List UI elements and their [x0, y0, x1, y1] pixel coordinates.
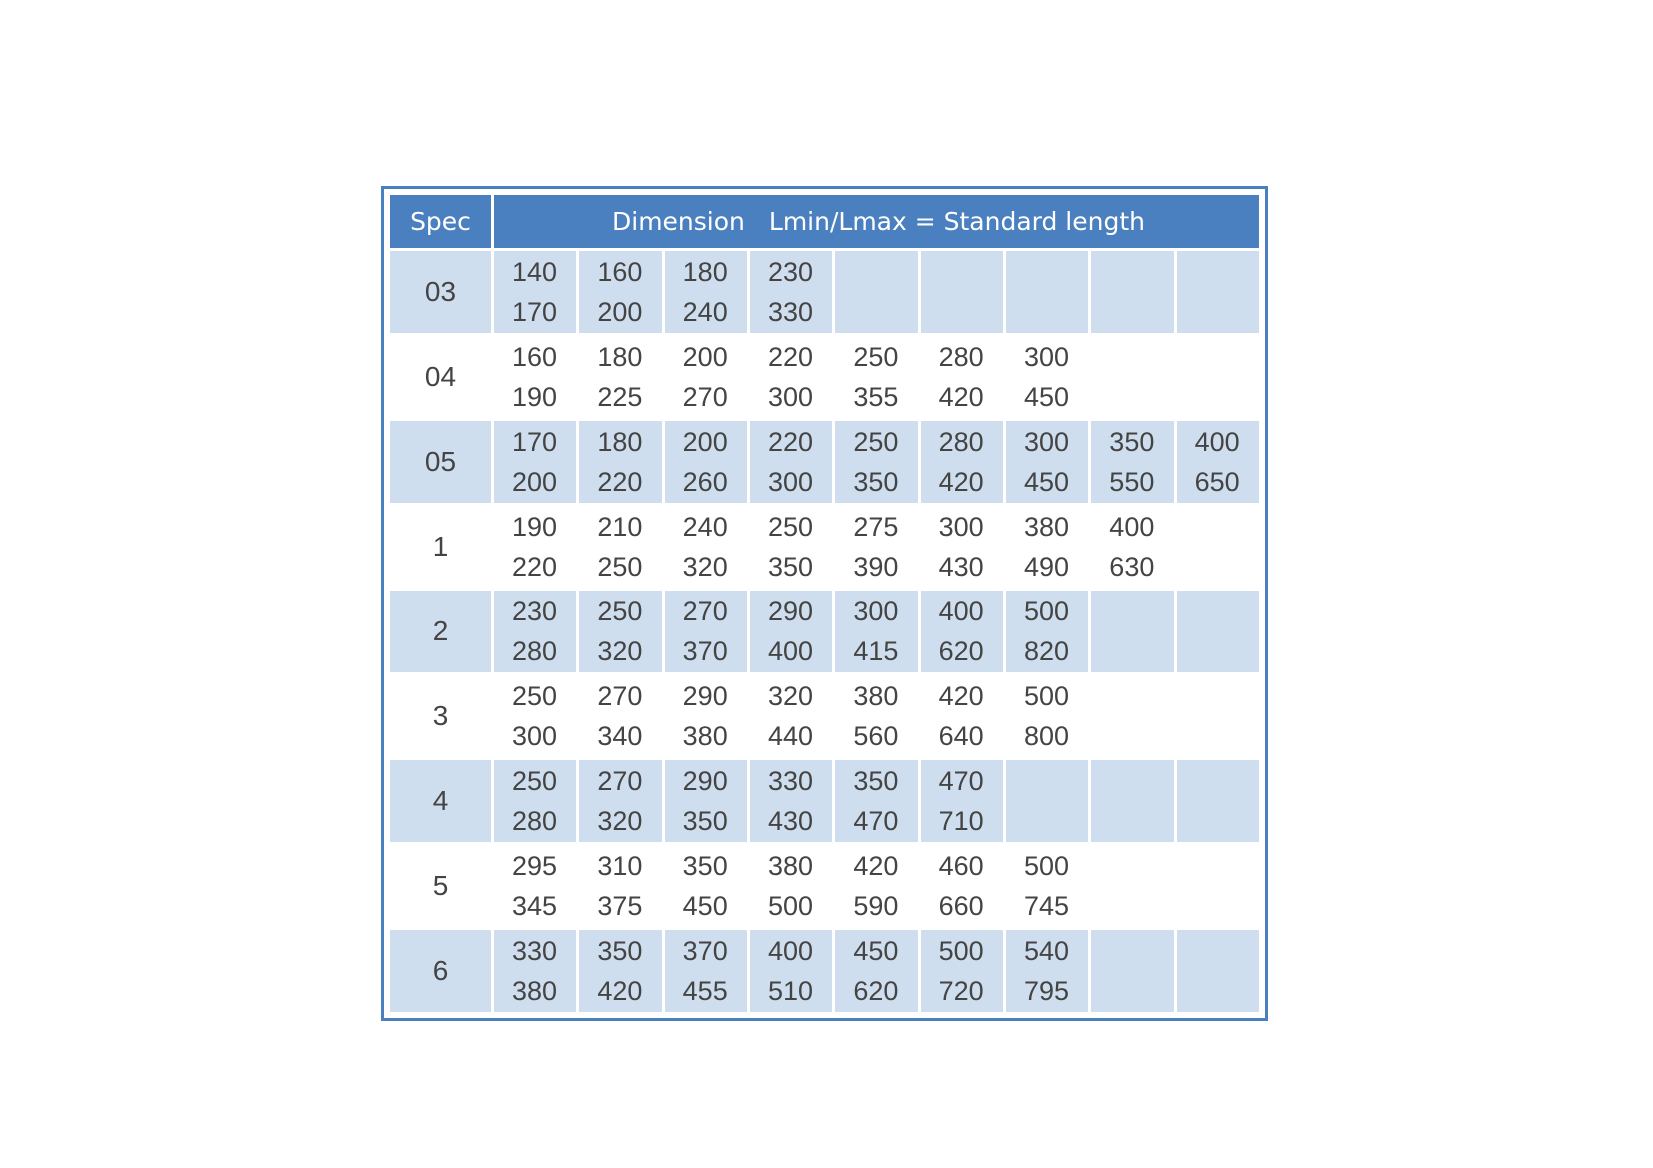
lmin-value: 450	[853, 936, 899, 966]
lmin-value: 160	[597, 256, 643, 287]
dimension-cell	[579, 845, 661, 927]
dimension-cell	[921, 251, 1003, 333]
lmin-value: 280	[938, 426, 984, 457]
lmin-value: 180	[597, 341, 643, 372]
table-row	[390, 760, 1259, 842]
dimension-cell	[1177, 760, 1259, 842]
lmax-value: 510	[767, 976, 814, 1006]
table-row	[390, 845, 1259, 927]
dimension-cell	[835, 421, 917, 503]
lmin-value: 140	[512, 256, 558, 287]
lmax-value: 225	[597, 381, 643, 412]
dimension-cell	[494, 336, 576, 418]
dimension-cell	[921, 930, 1003, 1012]
lmax-value: 550	[1109, 466, 1155, 497]
lmin-value: 400	[938, 596, 984, 627]
lmax-value: 490	[1023, 551, 1070, 582]
lmax-value: 170	[512, 296, 558, 327]
spec-cell: 3	[390, 675, 491, 757]
lmin-value: 300	[853, 596, 899, 627]
dimension-cell	[1177, 930, 1259, 1012]
table-row	[390, 675, 1259, 757]
spec-cell: 2	[390, 591, 491, 673]
lmax-value: 280	[512, 806, 558, 837]
length-formula: Lmin/Lmax = Standard length	[768, 207, 1145, 236]
dimension-cell	[750, 251, 832, 333]
lmin-value: 420	[853, 851, 899, 882]
table-row	[390, 930, 1259, 1012]
spec-cell: 5	[390, 845, 491, 927]
spec-cell: 1	[390, 506, 491, 588]
dimension-cell	[494, 591, 576, 673]
lmax-value: 250	[597, 551, 643, 582]
lmax-value: 590	[853, 891, 899, 922]
lmin-value: 470	[938, 766, 984, 797]
lmin-value: 275	[853, 511, 899, 542]
dimension-cell	[665, 506, 747, 588]
lmin-value: 350	[1109, 426, 1155, 457]
dimension-cell	[665, 845, 747, 927]
dimension-cell	[750, 930, 832, 1012]
lmax-value: 430	[938, 551, 984, 582]
lmax-value: 345	[512, 891, 558, 922]
dimension-cell	[835, 760, 917, 842]
lmax-value: 470	[853, 806, 899, 837]
dimension-cell	[1006, 421, 1088, 503]
lmin-value: 240	[682, 511, 728, 542]
lmin-value: 370	[682, 936, 728, 966]
lmax-value: 440	[767, 721, 814, 752]
lmin-value: 180	[597, 426, 643, 457]
lmin-value: 295	[512, 851, 558, 882]
dimension-cell	[1091, 675, 1173, 757]
dimension-cell	[579, 591, 661, 673]
lmax-value: 320	[597, 636, 643, 667]
dimension-cell	[579, 251, 661, 333]
dimension-cell	[494, 845, 576, 927]
lmin-value: 330	[767, 766, 814, 797]
dimension-header	[494, 195, 1259, 248]
lmin-value: 330	[512, 936, 558, 966]
lmin-value: 200	[682, 426, 728, 457]
lmin-value: 500	[1023, 596, 1070, 627]
lmax-value: 190	[512, 381, 558, 412]
dimension-cell	[921, 845, 1003, 927]
lmin-value: 300	[1023, 426, 1070, 457]
lmax-value: 350	[767, 551, 814, 582]
dimension-cell	[494, 675, 576, 757]
lmax-value: 340	[597, 721, 643, 752]
dimension-cell	[835, 591, 917, 673]
lmin-value: 230	[767, 256, 814, 287]
dimension-cell	[665, 930, 747, 1012]
dimension-cell	[1006, 251, 1088, 333]
lmax-value: 795	[1023, 976, 1070, 1006]
dimension-cell	[750, 421, 832, 503]
lmax-value: 420	[938, 381, 984, 412]
lmin-value: 400	[767, 936, 814, 966]
dimension-cell	[835, 506, 917, 588]
lmin-value: 270	[597, 681, 643, 712]
dimension-cell	[750, 675, 832, 757]
dimension-cell	[1177, 336, 1259, 418]
lmax-value: 320	[682, 551, 728, 582]
dimension-cell	[1091, 251, 1173, 333]
lmin-value: 250	[512, 681, 558, 712]
dimension-cell	[1091, 506, 1173, 588]
lmax-value: 450	[1023, 381, 1070, 412]
lmax-value: 380	[682, 721, 728, 752]
lmax-value: 620	[853, 976, 899, 1006]
lmax-value: 455	[682, 976, 728, 1006]
lmax-value: 660	[938, 891, 984, 922]
lmin-value: 190	[512, 511, 558, 542]
lmin-value: 250	[512, 766, 558, 797]
dimension-cell	[1006, 506, 1088, 588]
dimension-cell	[665, 336, 747, 418]
dimension-cell	[750, 760, 832, 842]
lmin-value: 290	[682, 681, 728, 712]
lmin-value: 350	[682, 851, 728, 882]
dimension-cell	[579, 421, 661, 503]
spec-dimension-table	[387, 192, 1262, 1015]
spec-header: Spec	[390, 195, 491, 248]
lmax-value: 650	[1194, 466, 1240, 497]
dimension-cell	[494, 930, 576, 1012]
dimension-cell	[1177, 421, 1259, 503]
lmin-value: 540	[1023, 936, 1070, 966]
lmin-value: 400	[1109, 511, 1155, 542]
lmax-value: 320	[597, 806, 643, 837]
dimension-cell	[494, 760, 576, 842]
spec-cell: 6	[390, 930, 491, 1012]
dimension-cell	[1177, 845, 1259, 927]
dimension-cell	[1091, 421, 1173, 503]
lmax-value: 450	[682, 891, 728, 922]
table-row	[390, 336, 1259, 418]
lmax-value: 300	[767, 381, 814, 412]
table-header-row	[390, 195, 1259, 248]
table-row	[390, 506, 1259, 588]
dimension-cell	[579, 336, 661, 418]
dimension-cell	[835, 336, 917, 418]
dimension-cell	[579, 675, 661, 757]
dimension-cell	[835, 251, 917, 333]
lmax-value: 220	[597, 466, 643, 497]
dimension-cell	[1006, 845, 1088, 927]
lmax-value: 330	[767, 296, 814, 327]
lmin-value: 180	[682, 256, 728, 287]
lmax-value: 620	[938, 636, 984, 667]
lmax-value: 350	[682, 806, 728, 837]
lmin-value: 220	[767, 341, 814, 372]
lmax-value: 390	[853, 551, 899, 582]
dimension-cell	[579, 760, 661, 842]
dimension-cell	[665, 421, 747, 503]
lmax-value: 370	[682, 636, 728, 667]
lmin-value: 380	[767, 851, 814, 882]
lmax-value: 720	[938, 976, 984, 1006]
lmax-value: 710	[938, 806, 984, 837]
spec-cell: 05	[390, 421, 491, 503]
lmax-value: 380	[512, 976, 558, 1006]
dimension-cell	[1091, 930, 1173, 1012]
lmin-value: 300	[938, 511, 984, 542]
lmax-value: 350	[853, 466, 899, 497]
lmin-value: 350	[597, 936, 643, 966]
dimension-cell	[1177, 251, 1259, 333]
lmin-value: 170	[512, 426, 558, 457]
table-row	[390, 251, 1259, 333]
dimension-cell	[494, 421, 576, 503]
dimension-cell	[1177, 591, 1259, 673]
dimension-cell	[665, 760, 747, 842]
lmax-value: 420	[938, 466, 984, 497]
lmax-value: 240	[682, 296, 728, 327]
dimension-cell	[1006, 760, 1088, 842]
dimension-cell	[835, 930, 917, 1012]
lmin-value: 350	[853, 766, 899, 797]
dimension-cell	[494, 251, 576, 333]
dimension-cell	[1006, 591, 1088, 673]
table-row	[390, 421, 1259, 503]
lmin-value: 250	[853, 341, 899, 372]
spec-table-frame	[381, 186, 1268, 1021]
dimension-cell	[921, 675, 1003, 757]
lmin-value: 460	[938, 851, 984, 882]
lmin-value: 270	[682, 596, 728, 627]
lmax-value: 375	[597, 891, 643, 922]
dimension-cell	[750, 845, 832, 927]
lmax-value: 820	[1023, 636, 1070, 667]
lmin-value: 270	[597, 766, 643, 797]
dimension-cell	[1091, 760, 1173, 842]
dimension-cell	[750, 506, 832, 588]
dimension-cell	[579, 506, 661, 588]
lmin-value: 160	[512, 341, 558, 372]
dimension-cell	[665, 251, 747, 333]
lmax-value: 800	[1023, 721, 1070, 752]
dimension-cell	[1006, 930, 1088, 1012]
lmin-value: 500	[938, 936, 984, 966]
dimension-cell	[921, 591, 1003, 673]
dimension-cell	[665, 591, 747, 673]
dimension-cell	[1177, 675, 1259, 757]
lmin-value: 250	[853, 426, 899, 457]
dimension-cell	[921, 421, 1003, 503]
lmin-value: 300	[1023, 341, 1070, 372]
lmax-value: 420	[597, 976, 643, 1006]
spec-cell: 04	[390, 336, 491, 418]
dimension-cell	[921, 506, 1003, 588]
dimension-cell	[665, 675, 747, 757]
spec-cell: 03	[390, 251, 491, 333]
lmax-value: 640	[938, 721, 984, 752]
lmin-value: 200	[682, 341, 728, 372]
dimension-cell	[921, 760, 1003, 842]
dimension-cell	[921, 336, 1003, 418]
lmin-value: 250	[597, 596, 643, 627]
dimension-cell	[835, 675, 917, 757]
dimension-cell	[1177, 506, 1259, 588]
lmin-value: 400	[1194, 426, 1240, 457]
lmax-value: 745	[1023, 891, 1070, 922]
lmax-value: 200	[597, 296, 643, 327]
lmax-value: 200	[512, 466, 558, 497]
lmax-value: 270	[682, 381, 728, 412]
lmax-value: 415	[853, 636, 899, 667]
lmax-value: 260	[682, 466, 728, 497]
lmax-value: 220	[512, 551, 558, 582]
dimension-label: Dimension	[612, 207, 745, 236]
lmax-value: 355	[853, 381, 899, 412]
lmax-value: 560	[853, 721, 899, 752]
lmax-value: 400	[767, 636, 814, 667]
lmax-value: 500	[767, 891, 814, 922]
dimension-cell	[750, 591, 832, 673]
lmin-value: 220	[767, 426, 814, 457]
lmax-value: 300	[512, 721, 558, 752]
lmin-value: 380	[853, 681, 899, 712]
dimension-cell	[579, 930, 661, 1012]
dimension-cell	[1091, 845, 1173, 927]
dimension-cell	[1091, 591, 1173, 673]
table-body	[390, 251, 1259, 1012]
lmin-value: 290	[767, 596, 814, 627]
lmax-value: 300	[767, 466, 814, 497]
lmin-value: 500	[1023, 681, 1070, 712]
lmin-value: 230	[512, 596, 558, 627]
lmin-value: 500	[1023, 851, 1070, 882]
lmax-value: 450	[1023, 466, 1070, 497]
dimension-cell	[835, 845, 917, 927]
spec-cell: 4	[390, 760, 491, 842]
lmin-value: 320	[767, 681, 814, 712]
lmin-value: 310	[597, 851, 643, 882]
dimension-cell	[1091, 336, 1173, 418]
lmin-value: 280	[938, 341, 984, 372]
lmax-value: 280	[512, 636, 558, 667]
lmin-value: 420	[938, 681, 984, 712]
lmin-value: 210	[597, 511, 643, 542]
table-row	[390, 591, 1259, 673]
dimension-cell	[1006, 675, 1088, 757]
lmax-value: 630	[1109, 551, 1155, 582]
lmax-value: 430	[767, 806, 814, 837]
lmin-value: 290	[682, 766, 728, 797]
dimension-cell	[750, 336, 832, 418]
lmin-value: 380	[1023, 511, 1070, 542]
dimension-cell	[1006, 336, 1088, 418]
lmin-value: 250	[767, 511, 814, 542]
dimension-cell	[494, 506, 576, 588]
